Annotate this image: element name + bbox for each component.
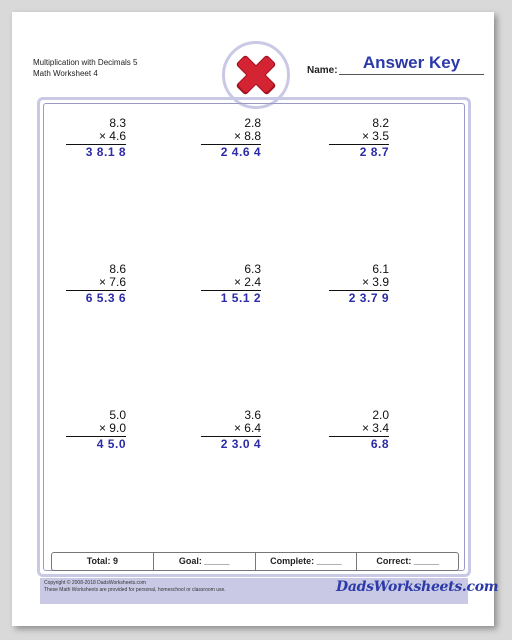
multiplicand: 8.6 — [109, 262, 126, 276]
score-total: Total: 9 — [52, 553, 154, 570]
name-line — [339, 74, 484, 75]
multiplicand: 6.3 — [244, 262, 261, 276]
score-correct: Correct: _____ — [376, 556, 439, 566]
multiplicand: 8.2 — [372, 116, 389, 130]
multiplicand: 6.1 — [372, 262, 389, 276]
problem-1 — [66, 117, 126, 159]
problem-2 — [201, 117, 261, 159]
worksheet-title-line2: Math Worksheet 4 — [33, 69, 98, 78]
multiplier: × 8.8 — [233, 129, 261, 143]
answer: 3 8.1 8 — [85, 145, 126, 159]
multiplier: × 6.4 — [233, 421, 261, 435]
multiplier: × 3.9 — [361, 275, 389, 289]
copyright-line2: These Math Worksheets are provided for personal, homeschool or classroom use. — [44, 587, 226, 593]
x-mark-icon — [231, 50, 281, 100]
answer: 4 5.0 — [96, 437, 126, 451]
copyright — [44, 580, 226, 594]
multiplier: × 3.5 — [361, 129, 389, 143]
multiplier: × 3.4 — [361, 421, 389, 435]
problem-4 — [66, 263, 126, 305]
multiplicand: 5.0 — [109, 408, 126, 422]
problem-3 — [329, 117, 389, 159]
answer: 2 4.6 4 — [220, 145, 261, 159]
problem-8 — [201, 409, 261, 451]
multiplier: × 7.6 — [98, 275, 126, 289]
multiplier: × 9.0 — [98, 421, 126, 435]
answer: 2 3.7 9 — [348, 291, 389, 305]
multiplicand: 8.3 — [109, 116, 126, 130]
brand-logo: DadsWorksheets.com — [336, 579, 499, 595]
answer-key-label: Answer Key — [362, 53, 461, 72]
problem-6 — [329, 263, 389, 305]
answer: 6 5.3 6 — [85, 291, 126, 305]
worksheet-title — [33, 57, 137, 79]
copyright-line1: Copyright © 2008-2018 DadsWorksheets.com — [44, 580, 146, 586]
multiplier: × 2.4 — [233, 275, 261, 289]
multiplier: × 4.6 — [98, 129, 126, 143]
multiplicand: 2.8 — [244, 116, 261, 130]
multiplicand: 3.6 — [244, 408, 261, 422]
answer: 2 8.7 — [359, 145, 389, 159]
problems-frame — [37, 97, 471, 577]
answer: 6.8 — [370, 437, 389, 451]
problem-7 — [66, 409, 126, 451]
score-complete: Complete: _____ — [256, 553, 358, 570]
answer: 1 5.1 2 — [220, 291, 261, 305]
score-goal: Goal: _____ — [154, 553, 256, 570]
score-box — [51, 552, 459, 571]
problem-5 — [201, 263, 261, 305]
problem-9 — [329, 409, 389, 451]
worksheet-title-line1: Multiplication with Decimals 5 — [33, 58, 138, 67]
answer: 2 3.0 4 — [220, 437, 261, 451]
name-label: Name: — [307, 65, 338, 76]
multiplicand: 2.0 — [372, 408, 389, 422]
